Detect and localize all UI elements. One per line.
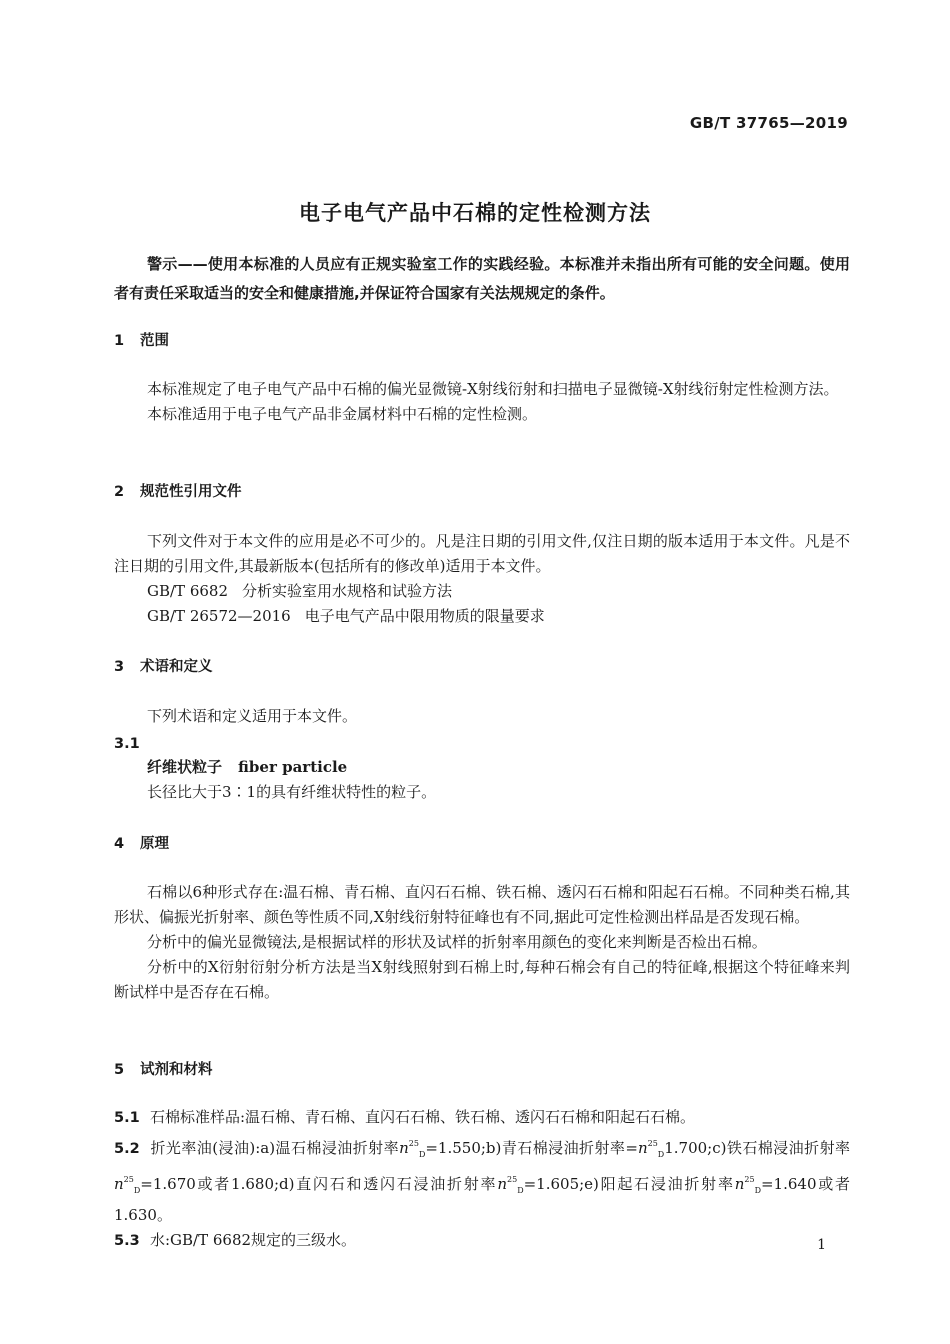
refractive-index-symbol: $n^{25}_D$ <box>497 1175 524 1195</box>
reference-code: GB/T 26572—2016 <box>147 607 291 625</box>
refractive-index-symbol: $n^{25}_D$ <box>734 1175 761 1195</box>
term-definition: 长径比大于3∶1的具有纤维状特性的粒子。 <box>147 783 437 801</box>
reference-code: GB/T 6682 <box>147 582 229 600</box>
section-number: 4 <box>114 836 125 852</box>
term-english: fiber particle <box>238 758 348 776</box>
item-number: 5.3 <box>114 1233 140 1249</box>
warning-block <box>114 250 850 308</box>
list-item <box>114 1131 850 1228</box>
section-heading-scope <box>114 331 850 351</box>
section-number: 3 <box>114 659 125 675</box>
item-number: 5.1 <box>114 1110 140 1126</box>
paragraph: 分析中的偏光显微镜法,是根据试样的形状及试样的折射率用颜色的变化来判断是否检出石棉。 <box>147 933 767 951</box>
section-title: 规范性引用文件 <box>140 484 242 500</box>
section-body-scope <box>114 377 850 427</box>
paragraph: 本标准规定了电子电气产品中石棉的偏光显微镜-X射线衍射和扫描电子显微镜-X射线衍射定性检测方法。 <box>147 380 839 398</box>
paragraph: 下列文件对于本文件的应用是必不可少的。凡是注日期的引用文件,仅注日期的版本适用于本文件。凡是不注日期的引用文件,其最新版本(包括所有的修改单)适用于本文件。 <box>114 532 850 575</box>
reference-title: 分析实验室用水规格和试验方法 <box>242 582 453 600</box>
term-entry <box>114 755 850 805</box>
item-text: 石棉标准样品:温石棉、青石棉、直闪石石棉、铁石棉、透闪石石棉和阳起石石棉。 <box>150 1108 696 1126</box>
section-number: 1 <box>114 333 125 349</box>
section-heading-principle <box>114 834 850 854</box>
section-number: 5 <box>114 1062 125 1078</box>
section-body-normative-references <box>114 529 850 629</box>
term-heading <box>114 755 850 780</box>
section-heading-reagents <box>114 1060 850 1080</box>
paragraph: 石棉以6种形式存在:温石棉、青石棉、直闪石石棉、铁石棉、透闪石石棉和阳起石石棉。不同种类石棉,其形状、偏振光折射率、颜色等性质不同,X射线衍射特征峰也有不同,据此可定性检测出样品是否发现石棉。 <box>114 883 850 926</box>
document-title: 电子电气产品中石棉的定性检测方法 <box>299 201 651 225</box>
reference-item <box>114 604 850 629</box>
item-number: 5.2 <box>114 1141 140 1157</box>
item-text: 折光率油(浸油):a)温石棉浸油折射率 <box>150 1139 400 1157</box>
section-title: 范围 <box>140 333 169 349</box>
refractive-index-symbol: $n^{25}_D$ <box>114 1175 141 1195</box>
paragraph: 下列术语和定义适用于本文件。 <box>147 707 358 725</box>
refractive-index-symbol: $n^{25}_D$ <box>637 1139 665 1159</box>
section-body-principle <box>114 880 850 1005</box>
page-number: 1 <box>817 1237 826 1253</box>
term-number: 3.1 <box>114 736 140 752</box>
item-text: =1.640或者1.630。 <box>114 1175 851 1224</box>
term-chinese: 纤维状粒子 <box>147 758 223 776</box>
item-text: =1.670或者1.680;d)直闪石和透闪石浸油折射率 <box>140 1175 498 1193</box>
paragraph: 分析中的X衍射衍射分析方法是当X射线照射到石棉上时,每种石棉会有自己的特征峰,根据这个特征峰来判断试样中是否存在石棉。 <box>114 958 850 1001</box>
list-item <box>114 1105 850 1131</box>
section-heading-normative-references <box>114 482 850 502</box>
item-text: =1.550;b)青石棉浸油折射率= <box>425 1139 638 1157</box>
section-title: 试剂和材料 <box>140 1062 213 1078</box>
section-body-reagents <box>114 1105 850 1254</box>
reference-item <box>114 579 850 604</box>
section-body-terms <box>114 704 850 729</box>
refractive-index-symbol: $n^{25}_D$ <box>399 1139 426 1159</box>
reference-title: 电子电气产品中限用物质的限量要求 <box>304 607 545 625</box>
item-text: =1.605;e)阳起石浸油折射率 <box>523 1175 735 1193</box>
item-text: 1.700;c)铁石棉浸油折射率 <box>664 1139 851 1157</box>
standard-code: GB/T 37765—2019 <box>689 114 848 132</box>
section-title: 术语和定义 <box>140 659 213 675</box>
warning-text: 警示——使用本标准的人员应有正规实验室工作的实践经验。本标准并未指出所有可能的安全问题。使用者有责任采取适当的安全和健康措施,并保证符合国家有关法规规定的条件。 <box>114 255 850 302</box>
list-item <box>114 1228 850 1254</box>
item-text: 水:GB/T 6682规定的三级水。 <box>150 1231 357 1249</box>
section-heading-terms <box>114 657 850 677</box>
section-number: 2 <box>114 484 125 500</box>
paragraph: 本标准适用于电子电气产品非金属材料中石棉的定性检测。 <box>147 405 538 423</box>
section-title: 原理 <box>140 836 169 852</box>
